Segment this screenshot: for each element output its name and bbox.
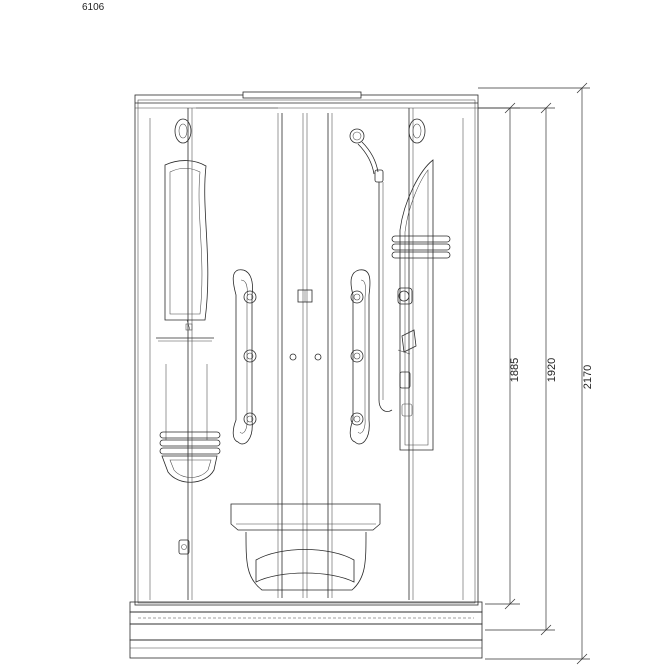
hand-shower	[350, 129, 392, 412]
ceiling-light-left	[175, 119, 191, 143]
faucet-lever-icon	[398, 330, 416, 354]
massage-jet-icon	[244, 350, 256, 362]
shower-seat	[231, 504, 380, 590]
model-number: 6106	[82, 2, 105, 13]
massage-jet-bar-left	[233, 270, 256, 444]
dimension-line-door	[478, 103, 520, 609]
wall-socket-icon	[179, 540, 189, 554]
dimension-label-panel: 1920	[546, 357, 558, 383]
dimension-label-total: 2170	[582, 364, 594, 390]
control-column	[392, 160, 450, 450]
left-column-rack	[160, 364, 220, 482]
dimension-line-total	[478, 83, 590, 664]
mirror-panel	[165, 161, 208, 330]
shower-tray	[130, 602, 482, 658]
massage-jet-icon	[244, 413, 256, 425]
door-handles	[290, 290, 321, 360]
ceiling-light-right	[409, 119, 425, 143]
dimension-label-door: 1885	[509, 357, 521, 383]
cabin-frame	[135, 92, 478, 605]
massage-jet-bar-right	[350, 270, 370, 444]
massage-jet-icon	[244, 291, 256, 303]
glass-shelf	[156, 338, 214, 341]
